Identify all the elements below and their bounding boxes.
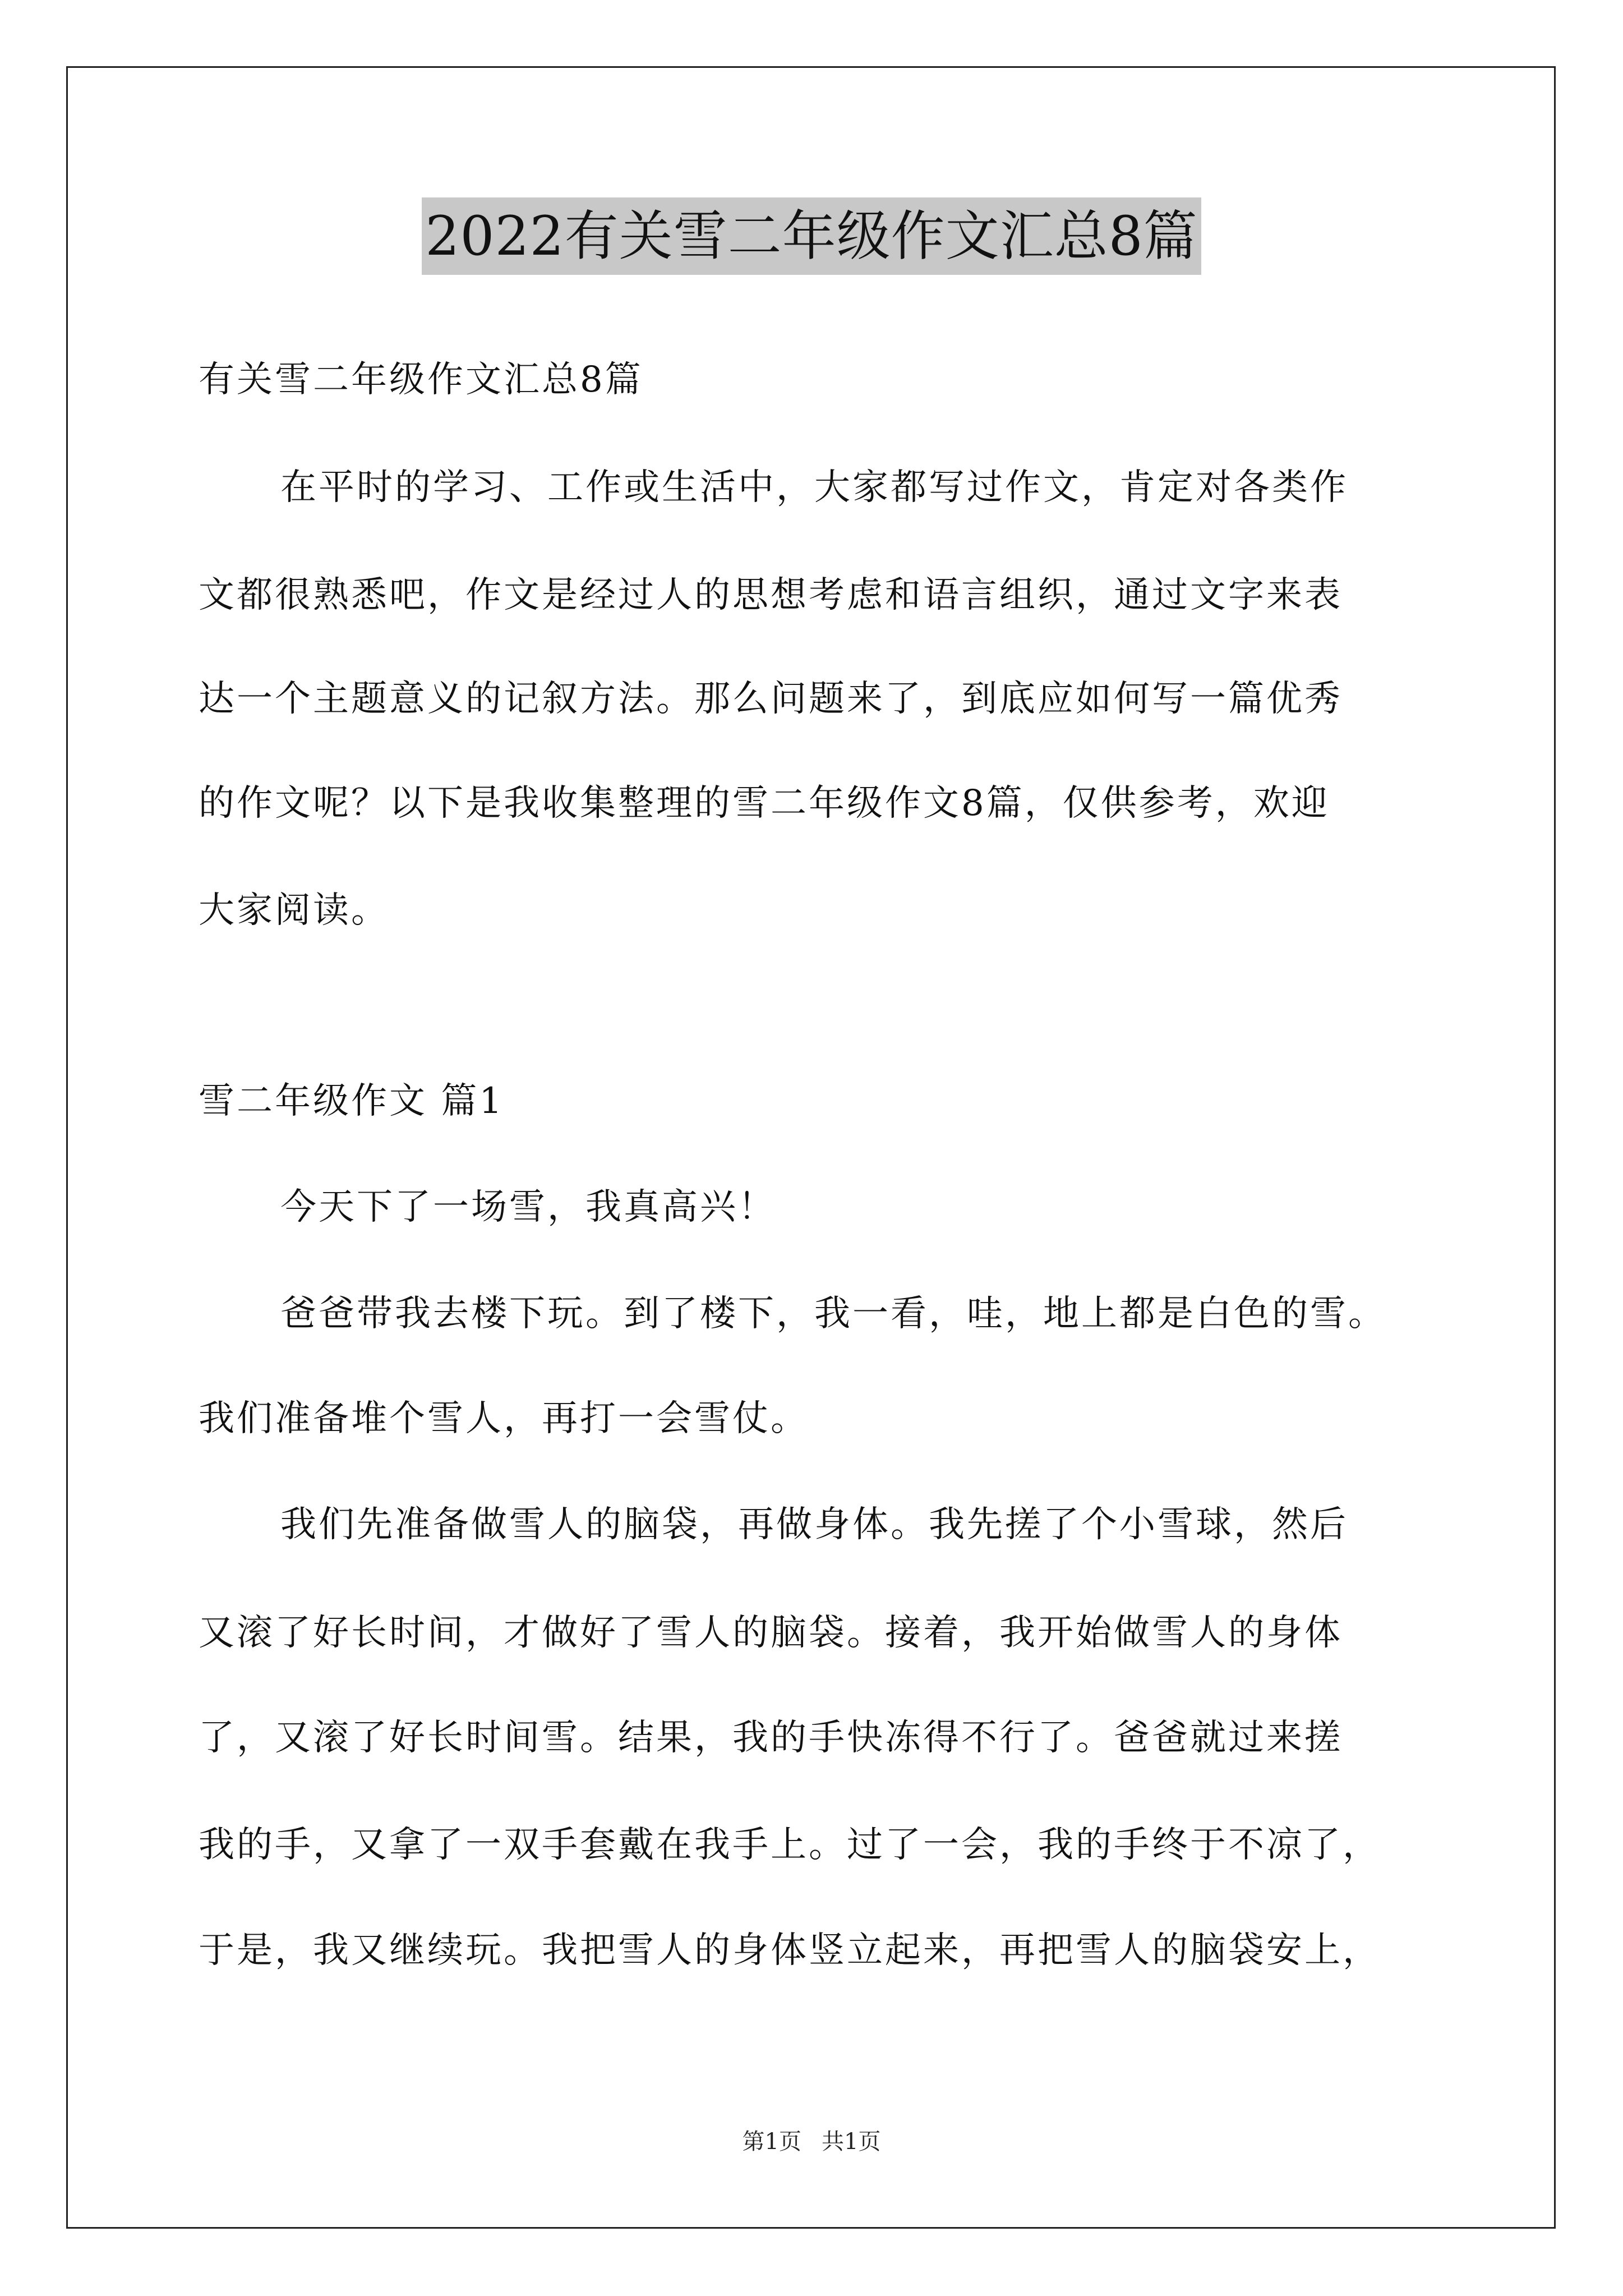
title-container <box>0 197 1623 275</box>
document-title: 2022有关雪二年级作文汇总8篇 <box>422 197 1201 275</box>
page-total: 共1页 <box>822 2129 881 2155</box>
paragraph-line: 又滚了好长时间，才做好了雪人的脑袋。接着，我开始做雪人的身体 <box>199 1612 1343 1654</box>
intro-line: 文都很熟悉吧，作文是经过人的思想考虑和语言组织，通过文字来表 <box>199 574 1343 616</box>
paragraph-line: 我的手，又拿了一双手套戴在我手上。过了一会，我的手终于不凉了， <box>199 1824 1381 1866</box>
document-subtitle: 有关雪二年级作文汇总8篇 <box>199 359 643 401</box>
intro-line: 在平时的学习、工作或生活中，大家都写过作文，肯定对各类作 <box>280 467 1348 508</box>
paragraph-line: 今天下了一场雪，我真高兴！ <box>280 1186 776 1228</box>
intro-line: 的作文呢？以下是我收集整理的雪二年级作文8篇，仅供参考，欢迎 <box>199 783 1330 824</box>
paragraph-line: 于是，我又继续玩。我把雪人的身体竖立起来，再把雪人的脑袋安上， <box>199 1930 1381 1971</box>
page-footer <box>0 2125 1623 2159</box>
intro-line: 达一个主题意义的记叙方法。那么问题来了，到底应如何写一篇优秀 <box>199 678 1343 720</box>
paragraph-line: 爸爸带我去楼下玩。到了楼下，我一看，哇，地上都是白色的雪。 <box>280 1293 1386 1335</box>
intro-line: 大家阅读。 <box>199 890 389 931</box>
paragraph-line: 了，又滚了好长时间雪。结果，我的手快冻得不行了。爸爸就过来搓 <box>199 1717 1343 1759</box>
page-number: 第1页 <box>742 2129 801 2155</box>
section-heading: 雪二年级作文 篇1 <box>199 1080 505 1122</box>
paragraph-line: 我们先准备做雪人的脑袋，再做身体。我先搓了个小雪球，然后 <box>280 1504 1348 1545</box>
paragraph-line: 我们准备堆个雪人，再打一会雪仗。 <box>199 1398 809 1439</box>
